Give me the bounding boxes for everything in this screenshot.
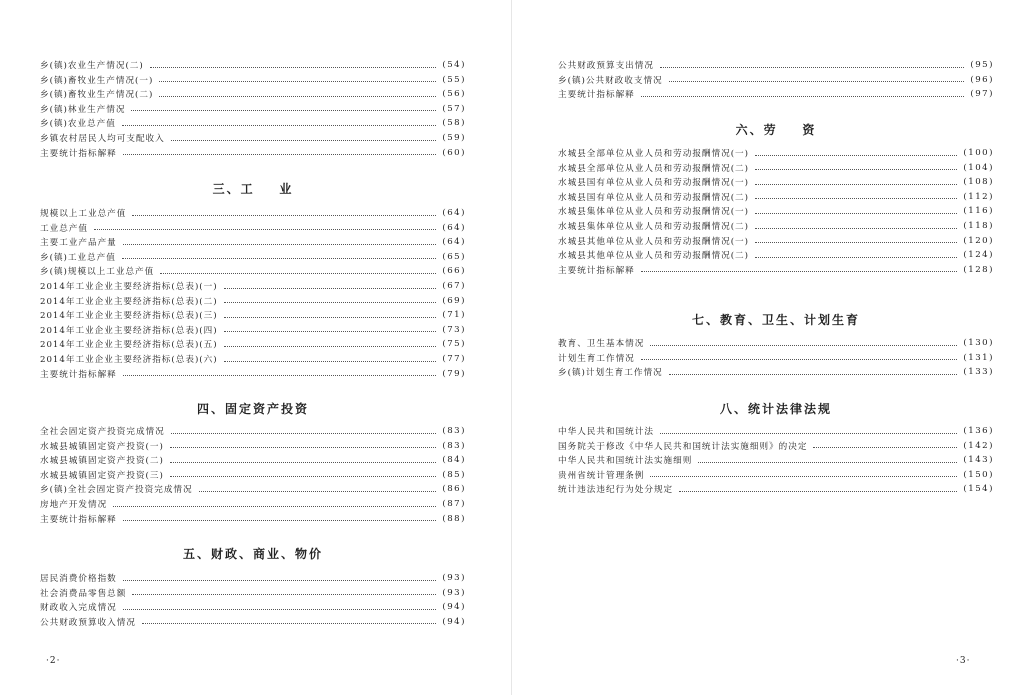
toc-entry-title: 乡(镇)林业生产情况 <box>40 104 126 115</box>
toc-entry-title: 中华人民共和国统计法实施细则 <box>558 456 693 467</box>
toc-entry[interactable] <box>40 264 466 278</box>
toc-entry-page-number: (133) <box>963 367 994 378</box>
toc-entry[interactable] <box>558 468 994 482</box>
section-heading-education: 七、教育、卫生、计划生育 <box>691 313 860 327</box>
toc-entry-page-number: (84) <box>442 455 466 466</box>
toc-entry[interactable] <box>558 453 994 467</box>
toc-entry-title: 水城县其他单位从业人员和劳动报酬情况(二) <box>558 251 749 262</box>
toc-entry-title: 国务院关于修改《中华人民共和国统计法实施细则》的决定 <box>558 441 808 452</box>
toc-entry-title: 乡(镇)公共财政收支情况 <box>558 75 663 86</box>
toc-entry[interactable] <box>558 439 994 453</box>
dot-leader <box>122 125 436 126</box>
dot-leader <box>755 257 957 258</box>
toc-entry-title: 2014年工业企业主要经济指标(总表)(六) <box>40 355 218 365</box>
dot-leader <box>224 361 437 362</box>
toc-entry[interactable] <box>40 512 466 526</box>
dot-leader <box>94 229 436 230</box>
toc-entry-title: 乡(镇)工业总产值 <box>40 252 116 263</box>
toc-entry[interactable] <box>40 146 466 160</box>
toc-entry-title: 水城县全部单位从业人员和劳动报酬情况(二) <box>558 163 749 174</box>
toc-entry-title: 社会消费品零售总额 <box>40 588 127 599</box>
toc-entry-page-number: (79) <box>442 368 466 379</box>
dot-leader <box>679 491 957 492</box>
toc-entry[interactable] <box>558 175 994 189</box>
toc-entry[interactable] <box>40 337 466 351</box>
toc-entry-page-number: (93) <box>442 573 466 583</box>
toc-entry-page-number: (128) <box>963 264 994 275</box>
toc-entry[interactable] <box>40 73 466 87</box>
dot-leader <box>224 331 437 332</box>
toc-entry-title: 水城县国有单位从业人员和劳动报酬情况(二) <box>558 192 749 203</box>
dot-leader <box>123 609 437 610</box>
dot-leader <box>199 491 437 492</box>
toc-entry[interactable] <box>40 497 466 511</box>
toc-entry-page-number: (58) <box>442 118 466 129</box>
dot-leader <box>131 110 436 111</box>
toc-entry-title: 主要统计指标解释 <box>40 369 117 380</box>
toc-entry-page-number: (116) <box>963 206 994 217</box>
dot-leader <box>132 594 436 595</box>
toc-entry-title: 水城县其他单位从业人员和劳动报酬情况(一) <box>558 236 749 247</box>
toc-entry[interactable] <box>558 161 994 175</box>
toc-entry-page-number: (67) <box>442 281 466 291</box>
toc-entry-title: 水城县城镇固定资产投资(一) <box>40 441 164 452</box>
section-heading-finance: 五、财政、商业、物价 <box>182 547 323 561</box>
toc-entry[interactable] <box>40 221 466 235</box>
toc-entry-title: 乡镇农村居民人均可支配收入 <box>40 134 165 144</box>
page-number-right: ·3· <box>956 656 971 666</box>
toc-entry[interactable] <box>40 87 466 101</box>
toc-entry[interactable] <box>40 352 466 366</box>
toc-entry-title: 工业总产值 <box>40 223 88 234</box>
toc-entry-page-number: (64) <box>442 208 466 218</box>
toc-entry[interactable] <box>558 219 994 233</box>
toc-entry-title: 主要统计指标解释 <box>40 148 117 159</box>
dot-leader <box>123 154 437 155</box>
dot-leader <box>159 96 436 97</box>
toc-entry-title: 2014年工业企业主要经济指标(总表)(三) <box>40 311 218 322</box>
dot-leader <box>755 228 957 229</box>
dot-leader <box>123 244 437 245</box>
toc-entry-page-number: (124) <box>963 250 994 261</box>
toc-entry[interactable] <box>558 424 994 438</box>
dot-leader <box>122 258 436 259</box>
toc-entry-title: 乡(镇)全社会固定资产投资完成情况 <box>40 485 193 496</box>
toc-entry-title: 乡(镇)农业生产情况(二) <box>40 61 144 71</box>
toc-entry-page-number: (85) <box>442 469 466 480</box>
toc-entry-title: 乡(镇)畜牧业生产情况(一) <box>40 75 154 86</box>
toc-entry-page-number: (136) <box>963 426 994 436</box>
dot-leader <box>650 345 957 346</box>
toc-entry-title: 水城县城镇固定资产投资(二) <box>40 456 164 467</box>
section-heading-industry: 三、工 业 <box>212 182 294 196</box>
toc-entry-page-number: (150) <box>963 469 994 480</box>
toc-entry-title: 乡(镇)计划生育工作情况 <box>558 368 663 379</box>
toc-entry-page-number: (65) <box>442 251 466 262</box>
toc-entry-title: 居民消费价格指数 <box>40 574 117 584</box>
toc-entry-title: 乡(镇)农业总产值 <box>40 119 116 130</box>
dot-leader <box>113 506 436 507</box>
toc-entry-title: 统计违法违纪行为处分规定 <box>558 485 674 496</box>
dot-leader <box>224 288 437 289</box>
toc-entry[interactable] <box>40 58 466 72</box>
toc-entry-title: 2014年工业企业主要经济指标(总表)(五) <box>40 340 218 351</box>
toc-entry[interactable] <box>558 336 994 350</box>
dot-leader <box>123 520 437 521</box>
toc-entry-title: 水城县集体单位从业人员和劳动报酬情况(二) <box>558 222 749 232</box>
right-page <box>512 0 1024 695</box>
toc-entry[interactable] <box>558 190 994 204</box>
dot-leader <box>132 215 436 216</box>
toc-entry[interactable] <box>558 58 994 72</box>
toc-entry[interactable] <box>558 263 994 277</box>
toc-entry[interactable] <box>40 468 466 482</box>
toc-entry[interactable] <box>558 351 994 365</box>
toc-entry[interactable] <box>558 87 994 101</box>
toc-entry-page-number: (96) <box>970 74 994 85</box>
toc-entry[interactable] <box>558 234 994 248</box>
dot-leader <box>669 81 965 82</box>
toc-entry-page-number: (88) <box>442 513 466 524</box>
toc-entry[interactable] <box>40 453 466 467</box>
toc-entry-title: 2014年工业企业主要经济指标(总表)(一) <box>40 282 218 292</box>
toc-entry[interactable] <box>558 482 994 496</box>
toc-entry-page-number: (118) <box>963 221 994 231</box>
toc-entry[interactable] <box>558 146 994 160</box>
toc-entry-page-number: (64) <box>442 222 466 233</box>
toc-entry[interactable] <box>40 586 466 600</box>
toc-entry[interactable] <box>40 102 466 116</box>
dot-leader <box>641 271 958 272</box>
toc-entry-title: 贵州省统计管理条例 <box>558 470 645 481</box>
toc-entry-page-number: (56) <box>442 89 466 100</box>
toc-entry-page-number: (75) <box>442 339 466 350</box>
dot-leader <box>650 476 957 477</box>
dot-leader <box>660 433 957 434</box>
toc-entry[interactable] <box>40 235 466 249</box>
toc-entry-page-number: (83) <box>442 426 466 436</box>
toc-entry-page-number: (86) <box>442 484 466 495</box>
section-heading-law: 八、统计法律法规 <box>719 402 832 416</box>
toc-entry[interactable] <box>40 116 466 130</box>
toc-entry-title: 教育、卫生基本情况 <box>558 339 645 349</box>
dot-leader <box>170 447 437 448</box>
toc-entry-title: 全社会固定资产投资完成情况 <box>40 427 165 437</box>
dot-leader <box>170 462 437 463</box>
toc-entry-title: 中华人民共和国统计法 <box>558 427 654 437</box>
dot-leader <box>755 184 957 185</box>
dot-leader <box>755 198 957 199</box>
toc-entry-title: 规模以上工业总产值 <box>40 209 127 219</box>
section-heading-labor: 六、劳 资 <box>735 123 817 137</box>
toc-entry-title: 水城县城镇固定资产投资(三) <box>40 470 164 481</box>
toc-entry[interactable] <box>40 294 466 308</box>
toc-entry-title: 公共财政预算支出情况 <box>558 61 654 71</box>
dot-leader <box>224 346 437 347</box>
dot-leader <box>123 375 437 376</box>
toc-entry-title: 2014年工业企业主要经济指标(总表)(四) <box>40 325 218 336</box>
toc-entry-page-number: (131) <box>963 352 994 363</box>
section-heading-investment: 四、固定资产投资 <box>196 402 309 416</box>
dot-leader <box>142 623 436 624</box>
toc-entry-page-number: (120) <box>963 235 994 246</box>
toc-entry-page-number: (108) <box>963 177 994 188</box>
toc-entry-title: 计划生育工作情况 <box>558 353 635 364</box>
toc-entry-page-number: (100) <box>963 148 994 158</box>
toc-entry[interactable] <box>40 367 466 381</box>
toc-entry[interactable] <box>40 131 466 145</box>
dot-leader <box>224 302 437 303</box>
page-number-left: ·2· <box>46 656 61 666</box>
toc-entry[interactable] <box>40 206 466 220</box>
dot-leader <box>160 273 436 274</box>
toc-entry-page-number: (55) <box>442 74 466 85</box>
dot-leader <box>660 67 964 68</box>
dot-leader <box>755 169 957 170</box>
toc-entry[interactable] <box>40 482 466 496</box>
toc-entry-page-number: (154) <box>963 484 994 495</box>
toc-entry[interactable] <box>40 615 466 629</box>
toc-entry[interactable] <box>558 204 994 218</box>
toc-entry-page-number: (93) <box>442 587 466 598</box>
dot-leader <box>755 155 957 156</box>
toc-entry[interactable] <box>40 571 466 585</box>
toc-entry-title: 公共财政预算收入情况 <box>40 617 136 628</box>
toc-entry-page-number: (54) <box>442 60 466 70</box>
toc-entry-page-number: (94) <box>442 616 466 627</box>
toc-entry-page-number: (77) <box>442 354 466 364</box>
dot-leader <box>171 433 437 434</box>
dot-leader <box>224 317 437 318</box>
toc-entry-page-number: (60) <box>442 147 466 158</box>
dot-leader <box>150 67 437 68</box>
toc-entry-title: 乡(镇)畜牧业生产情况(二) <box>40 90 154 101</box>
toc-entry-page-number: (94) <box>442 602 466 613</box>
toc-entry[interactable] <box>40 424 466 438</box>
toc-entry-page-number: (112) <box>963 191 994 202</box>
dot-leader <box>123 580 437 581</box>
toc-entry-page-number: (64) <box>442 237 466 248</box>
dot-leader <box>669 374 958 375</box>
toc-entry[interactable] <box>40 250 466 264</box>
toc-entry-title: 主要统计指标解释 <box>40 514 117 525</box>
dot-leader <box>159 81 436 82</box>
toc-entry[interactable] <box>558 248 994 262</box>
toc-entry-page-number: (59) <box>442 133 466 143</box>
dot-leader <box>755 213 957 214</box>
toc-entry-title: 房地产开发情况 <box>40 500 108 510</box>
toc-entry[interactable] <box>40 279 466 293</box>
toc-entry-title: 水城县国有单位从业人员和劳动报酬情况(一) <box>558 178 749 189</box>
toc-entry-title: 水城县集体单位从业人员和劳动报酬情况(一) <box>558 207 749 218</box>
toc-entry-page-number: (71) <box>442 310 466 321</box>
dot-leader <box>170 476 437 477</box>
dot-leader <box>755 242 957 243</box>
toc-entry-page-number: (97) <box>970 89 994 100</box>
toc-entry-page-number: (142) <box>963 440 994 451</box>
toc-entry-page-number: (57) <box>442 103 466 114</box>
toc-entry-title: 主要统计指标解释 <box>558 265 635 276</box>
toc-entry-title: 主要工业产品产量 <box>40 238 117 249</box>
toc-entry-page-number: (143) <box>963 455 994 466</box>
toc-entry-page-number: (87) <box>442 499 466 509</box>
toc-entry[interactable] <box>40 323 466 337</box>
dot-leader <box>171 140 437 141</box>
toc-entry-title: 水城县全部单位从业人员和劳动报酬情况(一) <box>558 149 749 159</box>
toc-entry[interactable] <box>558 73 994 87</box>
toc-entry-title: 乡(镇)规模以上工业总产值 <box>40 267 155 278</box>
toc-entry-title: 2014年工业企业主要经济指标(总表)(二) <box>40 296 218 307</box>
toc-entry-page-number: (83) <box>442 440 466 451</box>
dot-leader <box>698 462 957 463</box>
toc-entry[interactable] <box>40 308 466 322</box>
toc-entry-title: 财政收入完成情况 <box>40 603 117 614</box>
toc-entry-page-number: (69) <box>442 295 466 306</box>
toc-entry[interactable] <box>558 365 994 379</box>
dot-leader <box>641 359 958 360</box>
toc-entry[interactable] <box>40 439 466 453</box>
toc-entry-page-number: (104) <box>963 162 994 173</box>
toc-entry-page-number: (73) <box>442 324 466 335</box>
dot-leader <box>813 447 957 448</box>
dot-leader <box>641 96 965 97</box>
toc-entry-page-number: (130) <box>963 338 994 348</box>
toc-entry-title: 主要统计指标解释 <box>558 90 635 101</box>
toc-entry-page-number: (95) <box>970 60 994 70</box>
toc-entry[interactable] <box>40 600 466 614</box>
toc-entry-page-number: (66) <box>442 266 466 277</box>
